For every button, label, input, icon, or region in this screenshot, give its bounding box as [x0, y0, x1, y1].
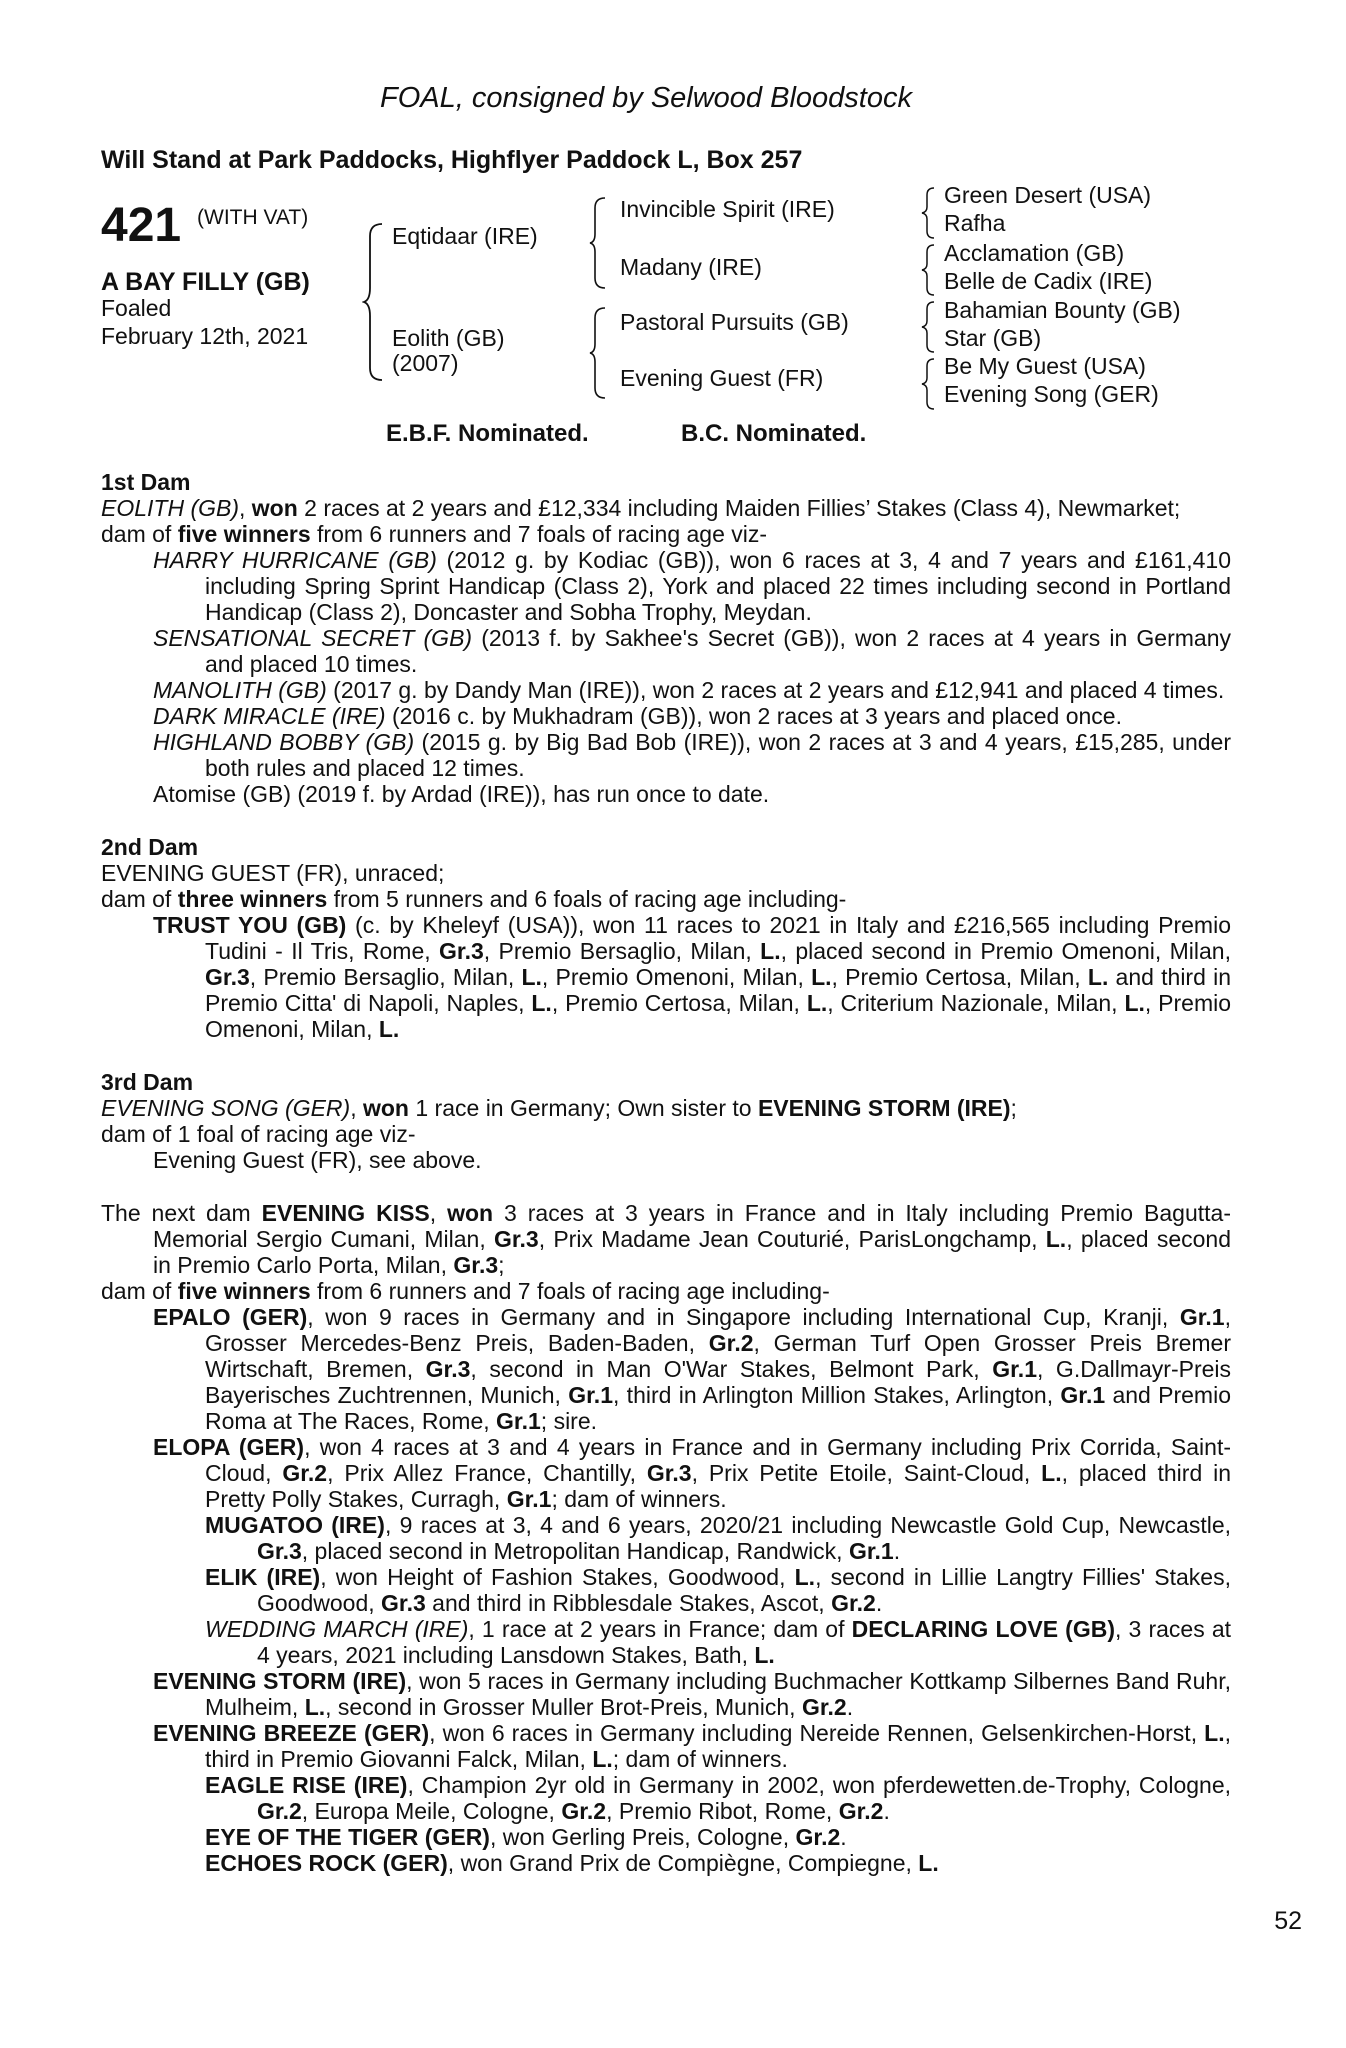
progeny-entry: EVENING BREEZE (GER), won 6 races in Germany including Nereide Rennen, Gelsenkirchen-Horst, L., third in Premio Giovanni Falck, Milan, L.; dam of winners.: [153, 1720, 1231, 1772]
progeny-entry: EAGLE RISE (IRE), Champion 2yr old in Germany in 2002, won pferdewetten.de-Trophy, Cologne, Gr.2, Europa Meile, Cologne, Gr.2, Premio Ribot, Rome, Gr.2.: [205, 1772, 1232, 1824]
second-dam-produce-line: dam of three winners from 5 runners and 6 foals of racing age including-: [101, 886, 847, 912]
progeny-entry: MUGATOO (IRE), 9 races at 3, 4 and 6 years, 2020/21 including Newcastle Gold Cup, Newcastle, Gr.3, placed second in Metropolitan Handicap, Randwick, Gr.1.: [205, 1512, 1232, 1564]
bc-nomination: B.C. Nominated.: [681, 420, 867, 447]
pedigree-dam: Eolith (GB): [392, 325, 505, 351]
progeny-entry: HARRY HURRICANE (GB) (2012 g. by Kodiac (GB)), won 6 races at 3, 4 and 7 years and £161,410 including Spring Sprint Handicap (Class 2), York and placed 22 times including second in Portland Handicap (Class 2), Doncaster and Sobha Trophy, Meydan.: [153, 547, 1231, 625]
pedigree-brace-ss: [920, 186, 938, 240]
foaled-label: Foaled: [101, 295, 172, 321]
progeny-entry: TRUST YOU (GB) (c. by Kheleyf (USA)), won 11 races to 2021 in Italy and £216,565 including Premio Tudini - Il Tris, Rome, Gr.3, Premio Bersaglio, Milan, L., placed second in Premio Omenoni, Milan, Gr.3, Premio Bersaglio, Milan, L., Premio Omenoni, Milan, L., Premio Certosa, Milan, L. and third in Premio Citta' di Napoli, Naples, L., Premio Certosa, Milan, L., Criterium Nazionale, Milan, L., Premio Omenoni, Milan, L.: [153, 912, 1231, 1042]
pedigree-dam-year: (2007): [392, 350, 459, 376]
foaled-info: [101, 294, 308, 350]
progeny-entry: WEDDING MARCH (IRE), 1 race at 2 years in France; dam of DECLARING LOVE (GB), 3 races at 4 years, 2021 including Lansdown Stakes, Bath, L.: [205, 1616, 1231, 1668]
first-dam-line: EOLITH (GB), won 2 races at 2 years and £12,334 including Maiden Fillies’ Stakes (Class 4), Newmarket;: [101, 495, 1181, 521]
progeny-entry: EVENING STORM (IRE), won 5 races in Germany including Buchmacher Kottkamp Silbernes Band Ruhr, Mulheim, L., second in Grosser Muller Brot-Preis, Munich, Gr.2.: [153, 1668, 1231, 1720]
progeny-entry: DARK MIRACLE (IRE) (2016 c. by Mukhadram (GB)), won 2 races at 3 years and placed once.: [153, 703, 1122, 729]
pedigree-dds: Be My Guest (USA): [944, 353, 1146, 379]
pedigree-sire: Eqtidaar (IRE): [392, 223, 538, 249]
pedigree-brace-ds: [920, 300, 938, 354]
stabling-line: Will Stand at Park Paddocks, Highflyer Paddock L, Box 257: [101, 146, 803, 174]
pedigree-dam-dam: Evening Guest (FR): [620, 365, 824, 391]
ebf-nomination: E.B.F. Nominated.: [386, 420, 589, 447]
progeny-entry: EPALO (GER), won 9 races in Germany and in Singapore including International Cup, Kranji, Gr.1, Grosser Mercedes-Benz Preis, Baden-Baden, Gr.2, German Turf Open Grosser Preis Bremer Wirtschaft, Bremen, Gr.3, second in Man O'War Stakes, Belmont Park, Gr.1, G.Dallmayr-Preis Bayerisches Zuchtrennen, Munich, Gr.1, third in Arlington Million Stakes, Arlington, Gr.1 and Premio Roma at The Races, Rome, Gr.1; sire.: [153, 1304, 1232, 1434]
pedigree-dsd: Star (GB): [944, 325, 1042, 351]
progeny-entry: Atomise (GB) (2019 f. by Ardad (IRE)), has run once to date.: [153, 781, 770, 807]
pedigree-ddd: Evening Song (GER): [944, 381, 1159, 407]
next-dam-produce-line: dam of five winners from 6 runners and 7 foals of racing age including-: [101, 1278, 830, 1304]
progeny-entry: HIGHLAND BOBBY (GB) (2015 g. by Big Bad Bob (IRE)), won 2 races at 3 and 4 years, £15,285, under both rules and placed 12 times.: [153, 729, 1231, 781]
second-dam-line: EVENING GUEST (FR), unraced;: [101, 860, 445, 886]
third-dam-heading: 3rd Dam: [101, 1069, 194, 1095]
pedigree-sire-dam: Madany (IRE): [620, 254, 762, 280]
second-dam-heading: 2nd Dam: [101, 834, 199, 860]
pedigree-ssd: Rafha: [944, 210, 1006, 236]
pedigree-dss: Bahamian Bounty (GB): [944, 297, 1181, 323]
progeny-entry: EYE OF THE TIGER (GER), won Gerling Preis, Cologne, Gr.2.: [205, 1824, 847, 1850]
pedigree-sds: Acclamation (GB): [944, 240, 1125, 266]
pedigree-brace-dam: [588, 306, 608, 400]
pedigree-sdd: Belle de Cadix (IRE): [944, 268, 1153, 294]
pedigree-brace-sire: [588, 196, 608, 290]
pedigree-brace-sd: [920, 243, 938, 297]
progeny-entry: ELOPA (GER), won 4 races at 3 and 4 years in France and in Germany including Prix Corrida, Saint-Cloud, Gr.2, Prix Allez France, Chantilly, Gr.3, Prix Petite Etoile, Saint-Cloud, L., placed third in Pretty Polly Stakes, Curragh, Gr.1; dam of winners.: [153, 1434, 1231, 1512]
progeny-entry: Evening Guest (FR), see above.: [153, 1147, 482, 1173]
first-dam-produce-line: dam of five winners from 6 runners and 7 foals of racing age viz-: [101, 521, 768, 547]
third-dam-produce-line: dam of 1 foal of racing age viz-: [101, 1121, 416, 1147]
foaled-date: February 12th, 2021: [101, 323, 309, 349]
pedigree-brace-dd: [920, 357, 938, 411]
consignor-line: FOAL, consigned by Selwood Bloodstock: [380, 82, 912, 114]
progeny-entry: MANOLITH (GB) (2017 g. by Dandy Man (IRE)), won 2 races at 2 years and £12,941 and placed 4 times.: [153, 677, 1225, 703]
next-dam-line: The next dam EVENING KISS, won 3 races at 3 years in France and in Italy including Premio Bagutta-Memorial Sergio Cumani, Milan, Gr.3, Prix Madame Jean Couturié, ParisLongchamp, L., placed second in Premio Carlo Porta, Milan, Gr.3;: [101, 1200, 1231, 1278]
third-dam-line: EVENING SONG (GER), won 1 race in Germany; Own sister to EVENING STORM (IRE);: [101, 1095, 1017, 1121]
pedigree-sss: Green Desert (USA): [944, 182, 1152, 208]
progeny-entry: ELIK (IRE), won Height of Fashion Stakes, Goodwood, L., second in Lillie Langtry Fillies' Stakes, Goodwood, Gr.3 and third in Ribblesdale Stakes, Ascot, Gr.2.: [205, 1564, 1231, 1616]
lot-number: 421: [101, 199, 182, 252]
progeny-entry: SENSATIONAL SECRET (GB) (2013 f. by Sakhee's Secret (GB)), won 2 races at 4 years in Germany and placed 10 times.: [153, 625, 1231, 677]
pedigree-sire-sire: Invincible Spirit (IRE): [620, 196, 835, 222]
pedigree-dam-sire: Pastoral Pursuits (GB): [620, 309, 849, 335]
lot-title: A BAY FILLY (GB): [101, 268, 310, 296]
catalogue-body: [101, 469, 1231, 1876]
page-number: 52: [1274, 1907, 1302, 1935]
vat-note: (WITH VAT): [197, 206, 309, 229]
pedigree-brace-main: [362, 222, 386, 382]
first-dam-heading: 1st Dam: [101, 469, 191, 495]
progeny-entry: ECHOES ROCK (GER), won Grand Prix de Compiègne, Compiegne, L.: [205, 1850, 939, 1876]
